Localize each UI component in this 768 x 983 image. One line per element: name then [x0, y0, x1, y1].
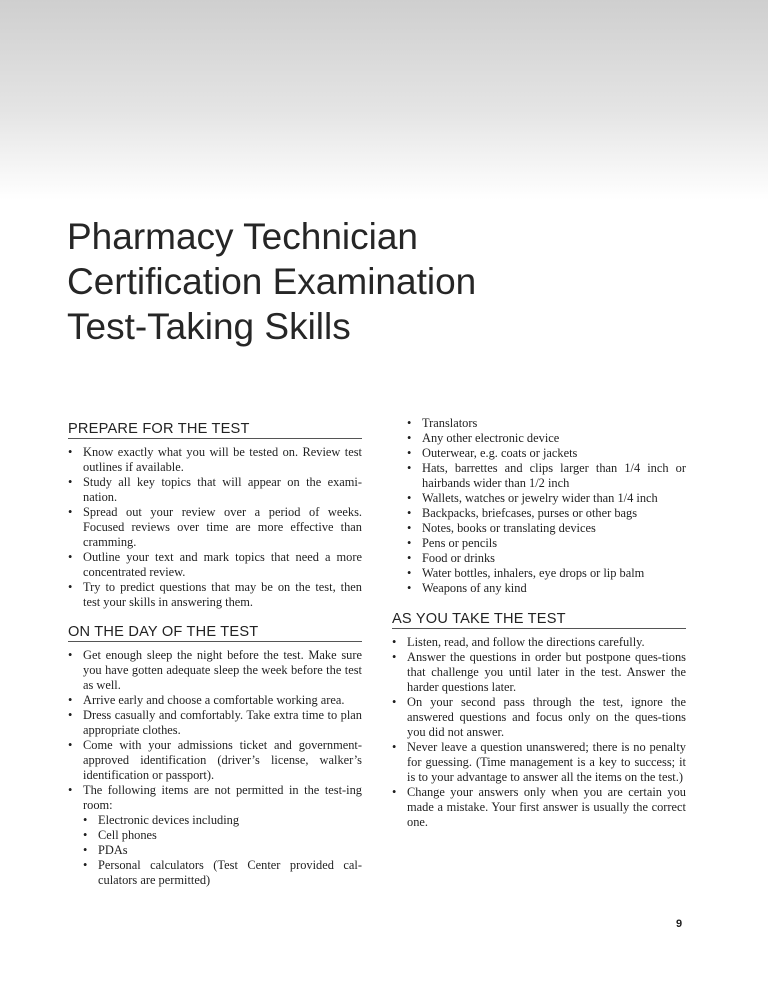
list-item: • Listen, read, and follow the directions carefully. — [392, 635, 686, 650]
list-item: • PDAs — [83, 843, 362, 858]
list-item: • Know exactly what you will be tested on. Review test outlines if available. — [68, 445, 362, 475]
as-you-take-list — [392, 635, 686, 830]
title-line: Certification Examination — [67, 261, 477, 302]
list-item: • Personal calculators (Test Center provided cal-culators are permitted) — [83, 858, 362, 888]
list-item: • Come with your admissions ticket and government-approved identification (driver’s license, walker’s identification or passport). — [68, 738, 362, 783]
page-title — [67, 214, 707, 349]
list-item: • Translators — [392, 416, 686, 431]
list-item: • Outline your text and mark topics that need a more concentrated review. — [68, 550, 362, 580]
list-item: • Any other electronic device — [392, 431, 686, 446]
list-item: • Outerwear, e.g. coats or jackets — [392, 446, 686, 461]
list-item: • Cell phones — [83, 828, 362, 843]
left-column — [68, 421, 362, 888]
title-line: Pharmacy Technician — [67, 216, 418, 257]
section-heading-as-you-take: AS YOU TAKE THE TEST — [392, 611, 686, 629]
list-item: • Spread out your review over a period of weeks. Focused reviews over time are more effective than cramming. — [68, 505, 362, 550]
list-item: • Get enough sleep the night before the test. Make sure you have gotten adequate sleep the week before the test as well. — [68, 648, 362, 693]
list-item: • Arrive early and choose a comfortable working area. — [68, 693, 362, 708]
header-gradient-band — [0, 0, 768, 200]
list-item: • The following items are not permitted in the test-ing room: — [68, 783, 362, 813]
list-item: • Dress casually and comfortably. Take extra time to plan appropriate clothes. — [68, 708, 362, 738]
list-item: • On your second pass through the test, ignore the answered questions and focus only on the ques-tions you did not answer. — [392, 695, 686, 740]
list-item: • Notes, books or translating devices — [392, 521, 686, 536]
list-item: • Study all key topics that will appear on the exami-nation. — [68, 475, 362, 505]
list-item: • Try to predict questions that may be on the test, then test your skills in answering them. — [68, 580, 362, 610]
title-line: Test-Taking Skills — [67, 306, 351, 347]
list-item: • Food or drinks — [392, 551, 686, 566]
list-item: • Hats, barrettes and clips larger than 1/4 inch or hairbands wider than 1/2 inch — [392, 461, 686, 491]
not-permitted-continued-list — [392, 416, 686, 596]
day-of-list — [68, 648, 362, 813]
right-column — [392, 416, 686, 830]
not-permitted-sublist — [83, 813, 362, 888]
list-item: • Wallets, watches or jewelry wider than 1/4 inch — [392, 491, 686, 506]
list-item: • Change your answers only when you are certain you made a mistake. Your first answer is usually the correct one. — [392, 785, 686, 830]
prepare-list — [68, 445, 362, 610]
list-item: • Answer the questions in order but postpone ques-tions that challenge you until later in the test. Answer the harder questions later. — [392, 650, 686, 695]
list-item: • Never leave a question unanswered; there is no penalty for guessing. (Time management is a key to success; it is to your advantage to answer all the items on the test.) — [392, 740, 686, 785]
list-item: • Water bottles, inhalers, eye drops or lip balm — [392, 566, 686, 581]
list-item: • Electronic devices including — [83, 813, 362, 828]
section-heading-day-of: ON THE DAY OF THE TEST — [68, 624, 362, 642]
page-number: 9 — [676, 918, 683, 930]
list-item: • Weapons of any kind — [392, 581, 686, 596]
list-item: • Backpacks, briefcases, purses or other bags — [392, 506, 686, 521]
list-item: • Pens or pencils — [392, 536, 686, 551]
section-heading-prepare: PREPARE FOR THE TEST — [68, 421, 362, 439]
